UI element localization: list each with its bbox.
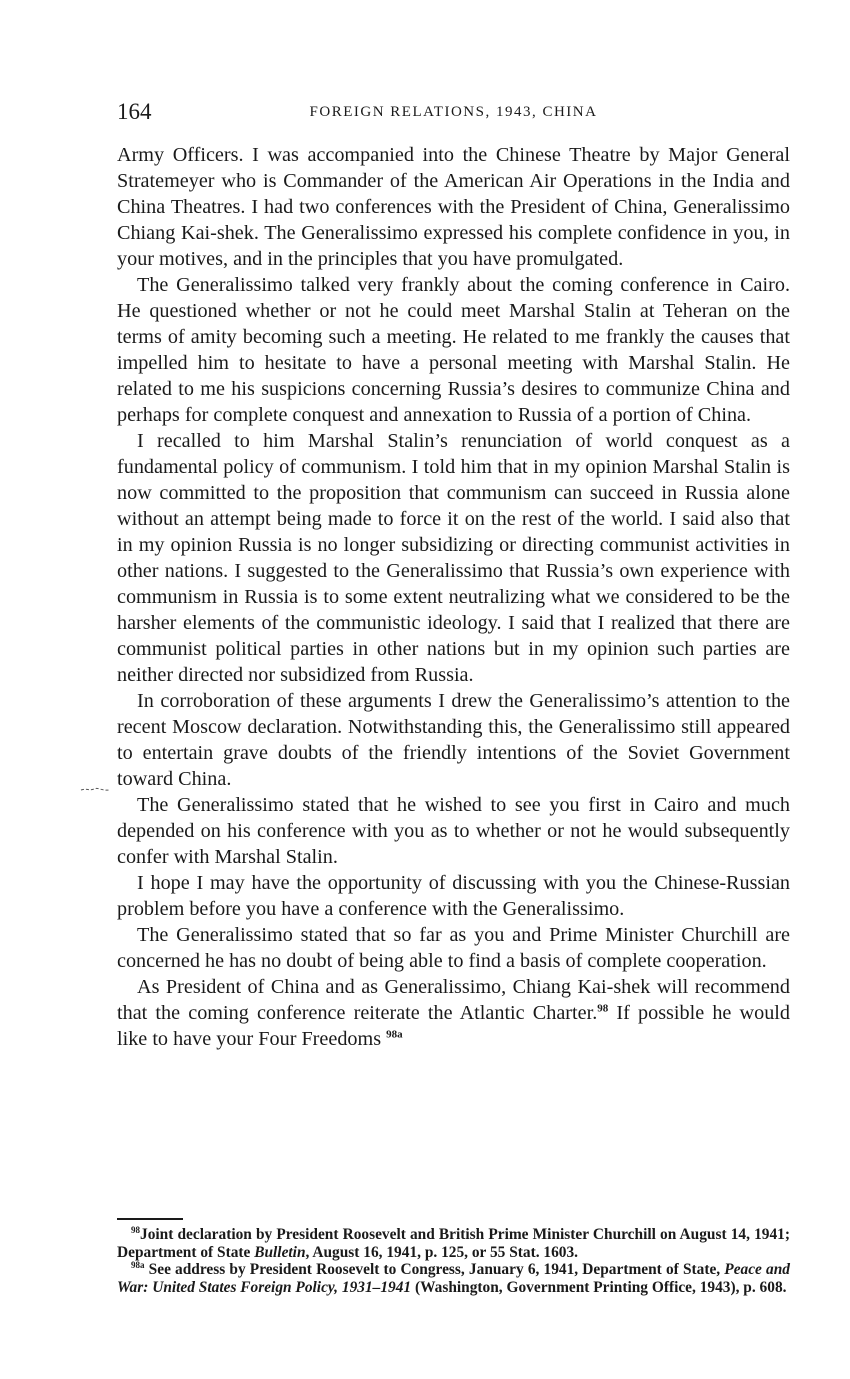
paragraph-text: If possible he would like to have your Four Freedoms: [117, 1002, 791, 1050]
footnote-reference: 98a: [386, 1028, 403, 1041]
paragraph: The Generalissimo talked very frankly about the coming conference in Cairo. He questioned whether or not he could meet Marshal Stalin at Teheran on the terms of amity becoming such a meeting. He related to me frankly the causes that impelled him to hesitate to have a personal meeting with Marshal Stalin. He related to me his suspicions concerning Russia’s desires to communize China and perhaps for complete conquest and annexation to Russia of a portion of China.: [117, 274, 790, 426]
paragraph: Army Officers. I was accompanied into the Chinese Theatre by Major General Stratemeyer who is Commander of the American Air Operations in the India and China Theatres. I had two conferences with the President of China, Generalissimo Chiang Kai-shek. The Generalissimo expressed his complete confidence in you, in your motives, and in the principles that you have promulgated.: [117, 144, 790, 270]
footnote-italic-title: Peace and War: United States Foreign Policy, 1931–1941: [117, 1261, 790, 1296]
footnote-98: [117, 1226, 790, 1261]
paragraph-text: As President of China and as Generalissimo, Chiang Kai-shek will recommend that the coming conference reiterate the Atlantic Charter.: [117, 976, 790, 1024]
footnote-text: Joint declaration by President Roosevelt and British Prime Minister Churchill on August 14, 1941; Department of State: [117, 1226, 790, 1261]
body-text: [117, 142, 790, 1052]
footnote-text: , August 16, 1941, p. 125, or 55 Stat. 1603.: [305, 1243, 579, 1261]
margin-pencil-mark: [80, 782, 110, 796]
footnotes: [117, 1226, 790, 1296]
footnote-divider: [117, 1218, 183, 1220]
paragraph: The Generalissimo stated that he wished to see you first in Cairo and much depended on his conference with you as to whether or not he would subsequently confer with Marshal Stalin.: [117, 794, 790, 868]
footnote-mark: 98a: [131, 1259, 145, 1270]
page-number: 164: [117, 99, 152, 124]
footnote-italic-title: Bulletin: [254, 1243, 306, 1261]
running-head: FOREIGN RELATIONS, 1943, CHINA: [309, 104, 598, 120]
page-header: [117, 98, 790, 128]
footnote-reference: 98: [597, 1002, 609, 1015]
paragraph: In corroboration of these arguments I drew the Generalissimo’s attention to the recent Moscow declaration. Notwithstanding this, the Generalissimo still appeared to entertain grave doubts of the friendly intentions of the Soviet Government toward China.: [117, 690, 790, 790]
paragraph: The Generalissimo stated that so far as you and Prime Minister Churchill are concerned he has no doubt of being able to find a basis of complete cooperation.: [117, 924, 790, 972]
paragraph: [117, 974, 790, 1052]
footnote-text: See address by President Roosevelt to Congress, January 6, 1941, Department of State,: [148, 1261, 725, 1278]
footnote-mark: 98: [131, 1224, 140, 1235]
footnote-text: (Washington, Government Printing Office, 1943), p. 608.: [411, 1278, 787, 1296]
footnote-98a: [117, 1261, 790, 1296]
paragraph: I recalled to him Marshal Stalin’s renunciation of world conquest as a fundamental policy of communism. I told him that in my opinion Marshal Stalin is now committed to the proposition that communism can succeed in Russia alone without an attempt being made to force it on the rest of the world. I said also that in my opinion Russia is no longer subsidizing or directing communist activities in other nations. I suggested to the Generalissimo that Russia’s own experience with communism in Russia is to some extent neutralizing what we considered to be the harsher elements of the communistic ideology. I said that I realized that there are communist political parties in other nations but in my opinion such parties are neither directed nor subsidized from Russia.: [117, 430, 790, 686]
paragraph: I hope I may have the opportunity of discussing with you the Chinese-Russian problem before you have a conference with the Generalissimo.: [117, 872, 790, 920]
